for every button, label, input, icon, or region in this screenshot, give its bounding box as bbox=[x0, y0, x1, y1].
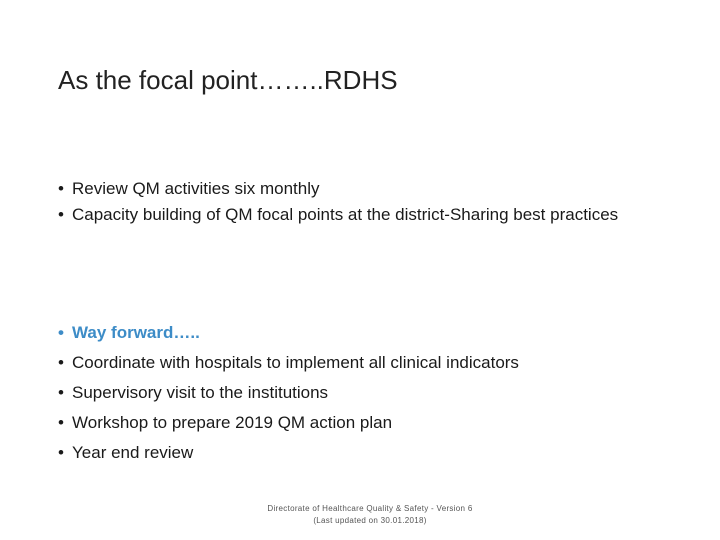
list-item-text: Coordinate with hospitals to implement all clinical indicators bbox=[72, 353, 519, 372]
list-item-text: Supervisory visit to the institutions bbox=[72, 383, 329, 402]
bullet-marker: • bbox=[58, 205, 64, 224]
list-item bbox=[58, 438, 678, 468]
footer-line-2: (Last updated on 30.01.2018) bbox=[313, 516, 427, 525]
first-bullet-list bbox=[58, 176, 658, 228]
bullet-marker: • bbox=[58, 323, 64, 342]
slide-footer bbox=[240, 503, 500, 527]
list-item-text: Way forward….. bbox=[72, 323, 200, 342]
bullet-marker: • bbox=[58, 353, 64, 372]
bullet-marker: • bbox=[58, 179, 64, 198]
slide-title: As the focal point……..RDHS bbox=[58, 65, 398, 95]
list-item-text: Workshop to prepare 2019 QM action plan bbox=[72, 413, 393, 432]
list-item bbox=[58, 202, 658, 228]
list-item bbox=[58, 378, 678, 408]
list-item bbox=[58, 348, 678, 378]
bullet-marker: • bbox=[58, 413, 64, 432]
bullet-marker: • bbox=[58, 383, 64, 402]
footer-line-1: Directorate of Healthcare Quality & Safety - Version 6 bbox=[267, 504, 473, 513]
list-item-text: Review QM activities six monthly bbox=[72, 179, 320, 198]
second-bullet-list bbox=[58, 318, 678, 468]
list-item bbox=[58, 408, 678, 438]
list-item-text: Year end review bbox=[72, 443, 194, 462]
list-item-text: Capacity building of QM focal points at the district-Sharing best practices bbox=[72, 205, 619, 224]
list-item bbox=[58, 176, 658, 202]
bullet-marker: • bbox=[58, 443, 64, 462]
way-forward-heading bbox=[58, 318, 678, 348]
